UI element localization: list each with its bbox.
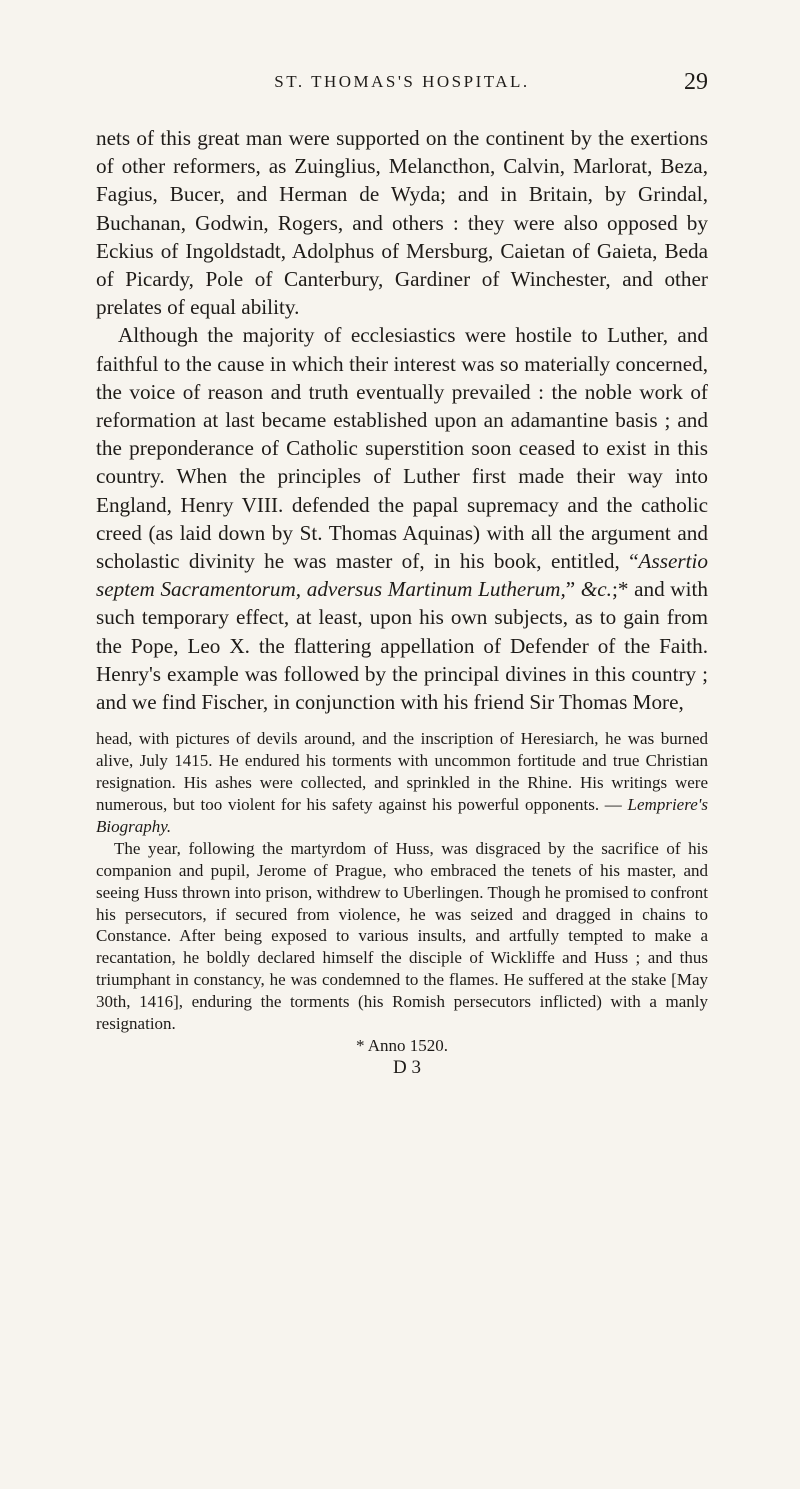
paragraph-luther	[96, 321, 708, 716]
book-title: Assertio septem Sacramentorum, adversus Martinum Lutherum,	[96, 549, 708, 602]
paragraph-luther-start: Although the majority of ecclesiastics were hostile to Luther, and faithful to the cause in which their interest was so materially concerned, the voice of reason and truth eventually prevailed : the noble work of reformation at last became established upon an adamantine basis ; and the preponderance of Catholic superstition soon ceased to exist in this country. When the principles of Luther first made their way into England, Henry VIII. defended the papal supremacy and the catholic creed (as laid down by St. Thomas Aquinas) with all the argument and scholastic divinity he was master of, in his book, entitled, “	[96, 323, 708, 574]
footnote-anno: * Anno 1520.	[355, 1035, 449, 1055]
book-page	[0, 52, 800, 1489]
note-huss-text: head, with pictures of devils around, and the inscription of Heresiarch, he was burned alive, July 1415. He endured his torments with uncommon fortitude and true Christian resignation. His ashes were collected, and sprinkled in the Rhine. His writings were numerous, but too violent for his safety against his powerful opponents. —	[96, 729, 708, 814]
page-number: 29	[684, 69, 708, 95]
note-huss-source: Lempriere's Biography.	[96, 794, 708, 836]
quote-close: ”	[565, 577, 581, 602]
signature-mark: D 3	[393, 1056, 421, 1078]
running-head	[96, 52, 708, 112]
etc-abbreviation: &c.	[580, 577, 612, 602]
note-huss	[96, 728, 708, 838]
main-text	[96, 124, 708, 716]
running-head-title: ST. THOMAS'S HOSPITAL.	[274, 72, 530, 91]
note-jerome: The year, following the martyrdom of Huss, was disgraced by the sacrifice of his companion and pupil, Jerome of Prague, who embraced the tenets of his master, and seeing Huss thrown into prison, withdrew to Uberlingen. Though he promised to confront his persecutors, if secured from violence, he was seized and dragged in chains to Constance. After being exposed to various insults, and artfully tempted to make a recantation, he boldly declared himself the disciple of Wickliffe and Huss ; and thus triumphant in constancy, he was condemned to the flames. He suffered at the stake [May 30th, 1416], enduring the torments (his Romish persecutors inflicted) with a manly resignation.	[96, 838, 708, 1034]
notes-section	[96, 728, 708, 1079]
paragraph-continued: nets of this great man were supported on the continent by the exertions of other reformers, as Zuinglius, Melancthon, Calvin, Marlorat, Beza, Fagius, Bucer, and Herman de Wyda; and in Britain, by Grindal, Buchanan, Godwin, Rogers, and others : they were also opposed by Eckius of Ingoldstadt, Adolphus of Mersburg, Caietan of Gaieta, Beda of Picardy, Pole of Canterbury, Gardiner of Winchester, and other prelates of equal ability.	[96, 126, 708, 320]
paragraph-luther-end: ;* and with such temporary effect, at least, upon his own subjects, as to gain from the Pope, Leo X. the flattering appellation of Defender of the Faith. Henry's example was followed by the principal divines in this country ; and we find Fischer, in conjunction with his friend Sir Thomas More,	[96, 577, 708, 715]
